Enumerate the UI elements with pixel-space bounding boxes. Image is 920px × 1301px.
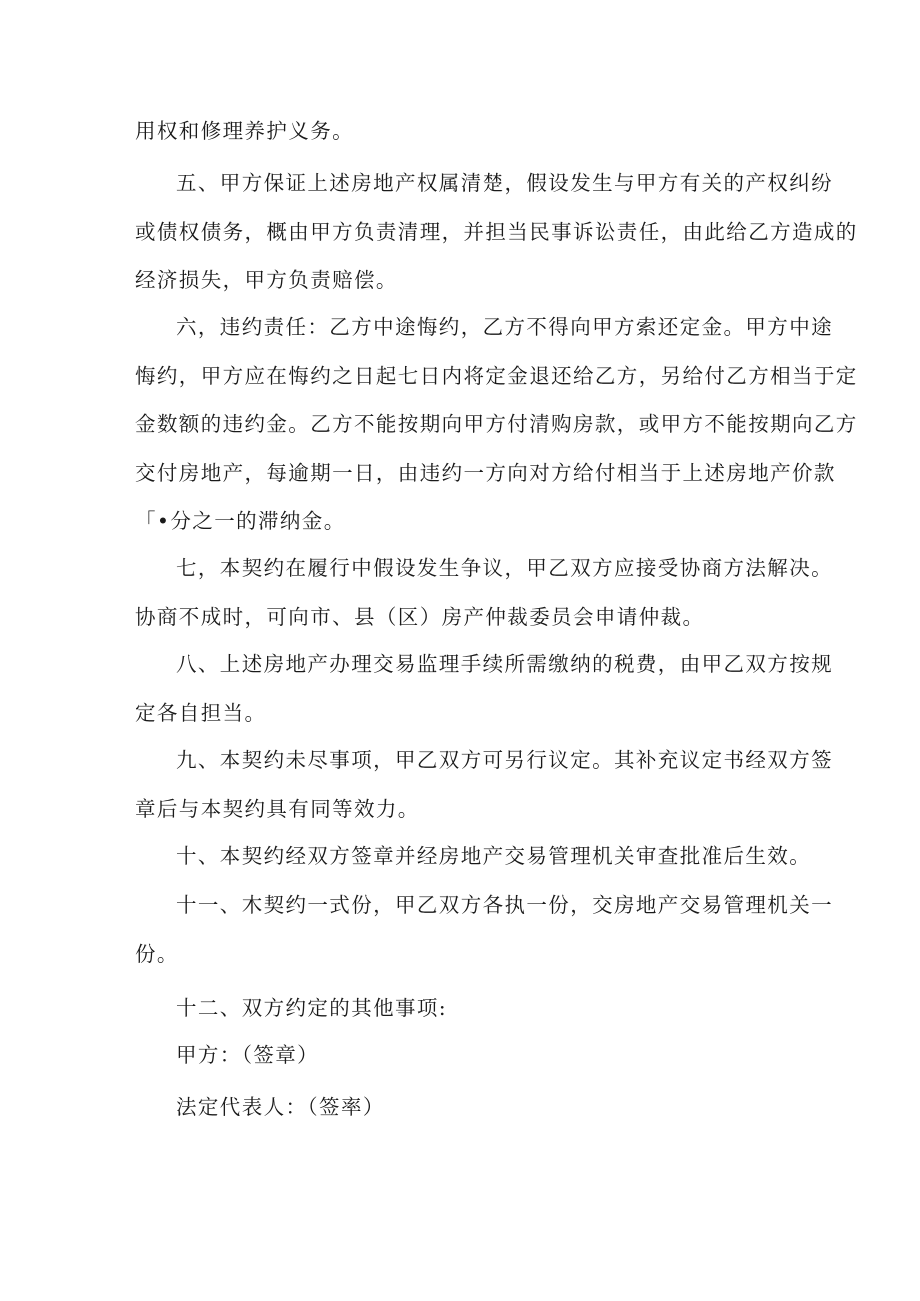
text-line: 十一、木契约一式份，甲乙双方各执一份，交房地产交易管理机关一 [176,893,833,917]
text-line: 六，违约责任：乙方中途悔约，乙方不得向甲方索还定金。甲方中途 [176,315,833,339]
text-line: 「•分之一的滞纳金。 [135,509,346,534]
paragraph-clause-10 [135,832,812,881]
paragraph-clause-8 [135,640,833,737]
paragraph-clause-11 [135,881,833,978]
text-line: 经济损失，甲方负责赔偿。 [135,268,398,293]
text-line: 七，本契约在履行中假设发生争议，甲乙双方应接受协商方法解决。 [176,556,833,580]
text-line: 十二、双方约定的其他事项: [176,996,448,1020]
text-line: 份。 [135,941,179,966]
signature-legal-representative: 法定代表人：（签率） [176,1095,385,1119]
signature-party-a: 甲方：（签章） [176,1043,320,1067]
text-line: 八、上述房地产办理交易监理手续所需缴纳的税费，由甲乙双方按规 [176,652,833,676]
text-line: 十、本契约经双方签章并经房地产交易管理机关审查批准后生效。 [176,844,812,868]
paragraph-clause-12 [135,984,795,1033]
text-line: 用权和修理养护义务。 [135,119,354,143]
text-line: 章后与本契约具有同等效力。 [135,796,420,821]
paragraph-clause-9 [135,736,833,833]
text-line: 悔约，甲方应在悔约之日起七日内将定金退还给乙方，另给付乙方相当于定 [135,363,858,388]
paragraph-continuation [135,107,795,156]
text-line: 交付房地产，每逾期一日，由违约一方向对方给付相当于上述房地产价款 [135,460,836,485]
text-line: 金数额的违约金。乙方不能按期向甲方付清购房款，或甲方不能按期向乙方 [135,412,858,437]
paragraph-clause-6 [135,303,858,546]
text-line: 定各自担当。 [135,700,267,725]
text-line: 五、甲方保证上述房地产权属清楚，假设发生与甲方有关的产权纠纷 [176,171,833,195]
text-line: 协商不成时，可向市、县（区）房产仲裁委员会申请仲裁。 [135,604,705,629]
paragraph-clause-7 [135,544,833,641]
paragraph-clause-5 [135,159,858,305]
text-line: 或债权债务，概由甲方负责清理，并担当民事诉讼责任，由此给乙方造成的 [135,219,858,244]
text-line: 九、本契约未尽事项，甲乙双方可另行议定。其补充议定书经双方签 [176,748,833,772]
